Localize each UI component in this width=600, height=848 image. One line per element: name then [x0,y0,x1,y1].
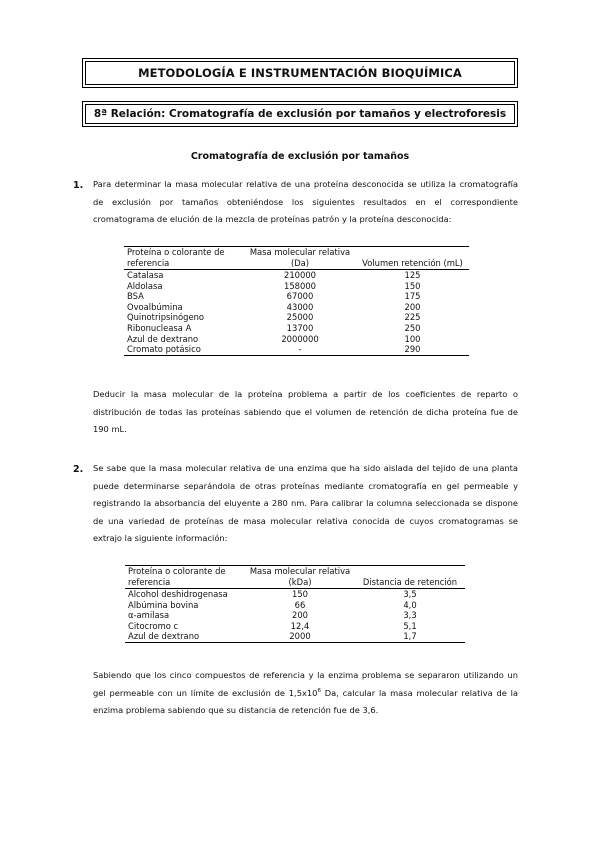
table-cell: BSA [127,291,144,302]
table-cell: 5,1 [403,620,417,631]
table-cell: 1,7 [403,631,417,642]
table-cell: - [298,344,302,355]
table-cell: 290 [404,344,421,355]
table-cell: 4,0 [403,599,417,610]
table-row [125,631,465,642]
column-header: Volumen retención (mL) [362,257,463,268]
document-title-box [82,58,518,88]
table-header-row [125,566,465,589]
document-subtitle: 8ª Relación: Cromatografía de exclusión por tamaños y electroforesis [85,104,515,124]
table-cell: 25000 [286,312,314,323]
table-cell: 12,4 [290,620,310,631]
table-cell: 125 [404,270,421,280]
table-cell: 67000 [286,291,314,302]
reference-table-2 [125,565,465,643]
column-header: Masa molecular relativa (kDa) [249,566,351,587]
document-subtitle-box [82,101,518,127]
table-row [125,621,465,632]
question-1-question: Deducir la masa molecular de la proteína problema a partir de los coeficientes de reparto o distribución de todas las proteínas sabiendo que el volumen de retención de dicha proteína fue de 190 mL. [93,389,518,435]
table-cell: 43000 [286,301,314,312]
table-cell: Alcohol deshidrogenasa [128,589,228,599]
question-2-text-part-1: Sabiendo que los cinco compuestos de referencia y la enzima problema se separaron utilizando un gel permeable con un límite de exclusión de 1,5x10 [93,670,518,698]
question-1-intro: Para determinar la masa molecular relativa de una proteína desconocida se utiliza la cromatografía de exclusión por tamaños obteniéndose los siguientes resultados en el correspondiente cromatograma de elución de la mezcla de proteínas patrón y la proteína desconocida: [93,179,518,225]
table-cell: 13700 [286,322,314,333]
table-row [124,302,469,313]
table-cell: Ovoalbúmina [127,301,183,312]
table-cell: 2000 [289,631,311,642]
table-cell: 150 [292,589,308,599]
table-row [124,270,469,281]
table-row [125,600,465,611]
table-cell: 200 [404,301,421,312]
column-header: Proteína o colorante de referencia [128,566,226,587]
table-row [124,291,469,302]
table-cell: Citocromo c [128,620,179,631]
section-heading: Cromatografía de exclusión por tamaños [190,151,410,162]
table-cell: 100 [404,333,421,344]
table-row [125,610,465,621]
table-cell: 150 [404,280,421,291]
table-row [124,312,469,323]
table-cell: Catalasa [127,270,164,280]
document-title: METODOLOGÍA E INSTRUMENTACIÓN BIOQUÍMICA [85,61,515,85]
table-cell: 3,3 [403,610,417,621]
table-cell: Azul de dextrano [128,631,200,642]
column-header: Distancia de retención [362,576,458,587]
table-cell: 225 [404,312,421,323]
question-2-number: 2. [73,464,84,475]
question-2-text-part-2: Da, calcular la masa molecular relativa de la enzima problema sabiendo que su distancia de retención fue de 3,6. [93,687,518,716]
table-cell: 158000 [284,280,316,291]
exponent: 6 [317,687,321,694]
table-cell: 210000 [284,270,316,280]
table-cell: 3,5 [403,589,417,599]
question-2-question [93,667,518,720]
table-cell: 250 [404,322,421,333]
table-cell: α-amilasa [128,610,170,621]
reference-table-1 [124,246,469,356]
table-row [125,589,465,600]
question-2-intro: Se sabe que la masa molecular relativa de una enzima que ha sido aislada del tejido de una planta puede determinarse separándola de otras proteínas mediante cromatografía en gel permeable y registrando la absorbancia del eluyente a 280 nm. Para calibrar la columna seleccionada se dispone de una variedad de proteínas de masa molecular relativa conocida de cuyos cromatogramas se extrajo la siguiente información: [93,463,518,544]
table-row [124,344,469,355]
table-cell: Azul de dextrano [127,333,199,344]
table-row [124,334,469,345]
table-row [124,281,469,292]
table-cell: Albúmina bovina [128,599,199,610]
table-cell: 66 [294,599,306,610]
table-cell: Aldolasa [127,280,163,291]
question-1-number: 1. [73,180,84,191]
table-cell: 200 [292,610,308,621]
table-cell: Cromato potásico [127,344,201,355]
table-cell: 175 [404,291,421,302]
column-header: Proteína o colorante de referencia [127,247,225,268]
table-cell: Quinotripsinógeno [127,312,205,323]
table-cell: Ribonucleasa A [127,322,192,333]
table-row [124,323,469,334]
column-header: Masa molecular relativa (Da) [249,247,351,268]
table-cell: 2000000 [281,333,319,344]
table-header-row [124,247,469,270]
